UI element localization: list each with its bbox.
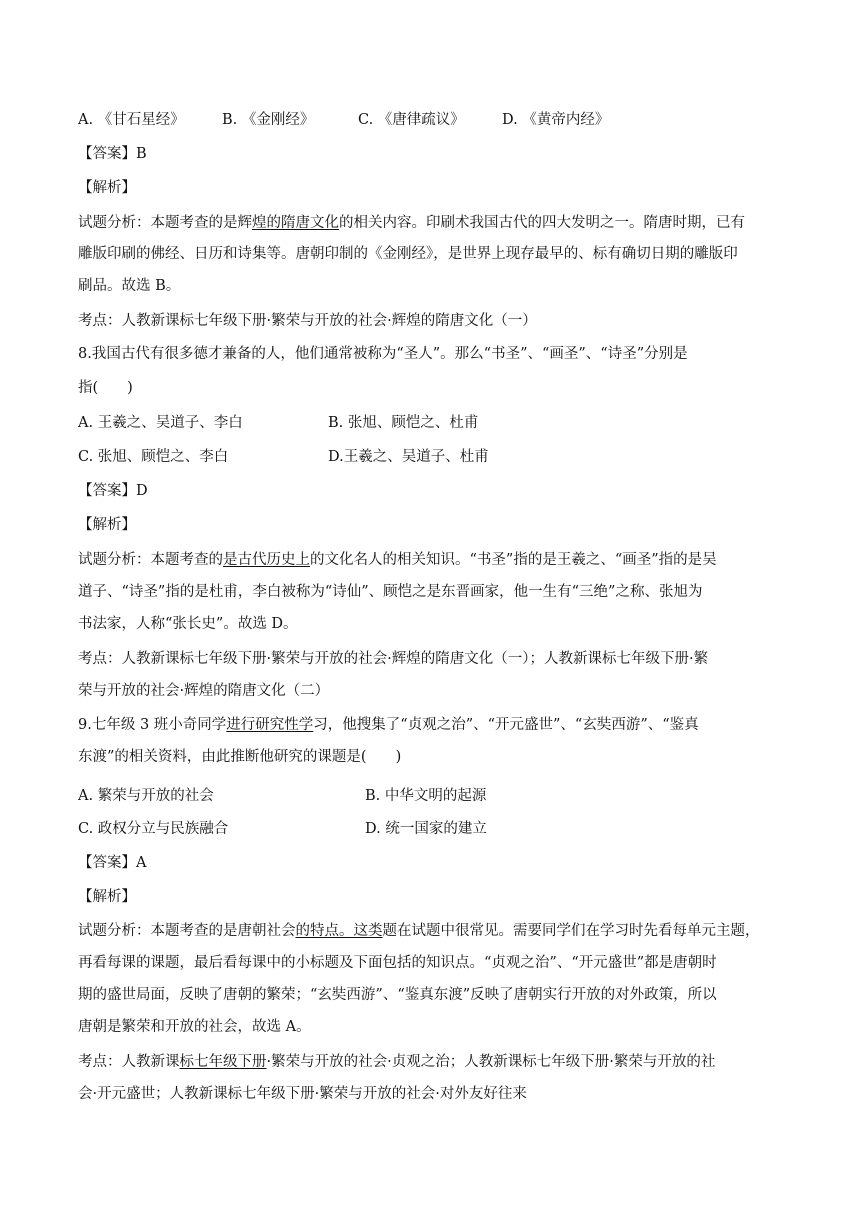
q7-option-b: B. 《金刚经》 <box>222 112 315 128</box>
q9-kaodian-line-1: 考点：人教新课标七年级下册·繁荣与开放的社会·贞观之治；人教新课标七年级下册·繁荣与开放的社 <box>78 1054 716 1070</box>
q7-analysis-line-3: 刷品。故选 B。 <box>78 278 181 294</box>
q7-analysis-label: 【解析】 <box>78 180 136 196</box>
q7-analysis-line-2: 雕版印刷的佛经、日历和诗集等。唐朝印制的《金刚经》，是世界上现存最早的、标有确切日期的雕版印 <box>78 246 738 262</box>
q9-kaodian-line-2: 会·开元盛世；人教新课标七年级下册·繁荣与开放的社会·对外友好往来 <box>78 1086 527 1102</box>
q9-answer: 【答案】A <box>78 855 147 871</box>
q9-stem-line-1: 9.七年级 3 班小奇同学进行研究性学习，他搜集了“贞观之治”、“开元盛世”、“玄奘西游”、“鉴真 <box>78 717 699 733</box>
q8-stem-line-2: 指( ) <box>78 380 133 396</box>
q9-analysis-line-4: 唐朝是繁荣和开放的社会，故选 A。 <box>78 1019 311 1035</box>
q9-option-a: A. 繁荣与开放的社会 <box>78 788 214 804</box>
q7-analysis-line-1: 试题分析：本题考查的是辉煌的隋唐文化的相关内容。印刷术我国古代的四大发明之一。隋唐时期，已有 <box>78 215 745 231</box>
q7-option-d: D. 《黄帝内经》 <box>502 112 610 128</box>
q9-analysis-line-3: 期的盛世局面，反映了唐朝的繁荣；“玄奘西游”、“鉴真东渡”反映了唐朝实行开放的对外政策，所以 <box>78 987 717 1003</box>
q9-option-c: C. 政权分立与民族融合 <box>78 821 229 837</box>
q7-option-c: C. 《唐律疏议》 <box>358 112 465 128</box>
q7-kaodian: 考点：人教新课标七年级下册·繁荣与开放的社会·辉煌的隋唐文化（一） <box>78 313 537 329</box>
q8-analysis-label: 【解析】 <box>78 517 136 533</box>
q9-analysis-line-1: 试题分析：本题考查的是唐朝社会的特点。这类题在试题中很常见。需要同学们在学习时先看每单元主题， <box>78 923 760 939</box>
q9-analysis-line-2: 再看每课的课题，最后看每课中的小标题及下面包括的知识点。“贞观之治”、“开元盛世”都是唐朝时 <box>78 955 717 971</box>
q8-analysis-line-1: 试题分析：本题考查的是古代历史上的文化名人的相关知识。“书圣”指的是王羲之、“画圣”指的是吴 <box>78 552 717 568</box>
q8-kaodian-line-1: 考点：人教新课标七年级下册·繁荣与开放的社会·辉煌的隋唐文化（一）；人教新课标七年级下册·繁 <box>78 651 709 667</box>
q8-option-a: A. 王羲之、吴道子、李白 <box>78 415 243 431</box>
q9-analysis-label: 【解析】 <box>78 889 136 905</box>
q9-option-b: B. 中华文明的起源 <box>365 788 487 804</box>
q8-stem-line-1: 8.我国古代有很多德才兼备的人，他们通常被称为“圣人”。那么“书圣”、“画圣”、“诗圣”分别是 <box>78 346 688 362</box>
q8-option-d: D.王羲之、吴道子、杜甫 <box>328 449 489 465</box>
q8-option-c: C. 张旭、顾恺之、李白 <box>78 449 229 465</box>
q8-analysis-line-2: 道子、“诗圣”指的是杜甫，李白被称为“诗仙”、顾恺之是东晋画家，他一生有“三绝”之称、张旭为 <box>78 584 703 600</box>
q8-answer: 【答案】D <box>78 483 148 499</box>
q7-option-a: A. 《甘石星经》 <box>78 112 185 128</box>
q9-stem-line-2: 东渡”的相关资料，由此推断他研究的课题是( ) <box>78 749 402 765</box>
q8-kaodian-line-2: 荣与开放的社会·辉煌的隋唐文化（二） <box>78 683 330 699</box>
q8-option-b: B. 张旭、顾恺之、杜甫 <box>328 415 479 431</box>
q7-answer: 【答案】B <box>78 146 147 162</box>
q9-option-d: D. 统一国家的建立 <box>365 821 487 837</box>
q8-analysis-line-3: 书法家，人称“张长史”。故选 D。 <box>78 616 298 632</box>
